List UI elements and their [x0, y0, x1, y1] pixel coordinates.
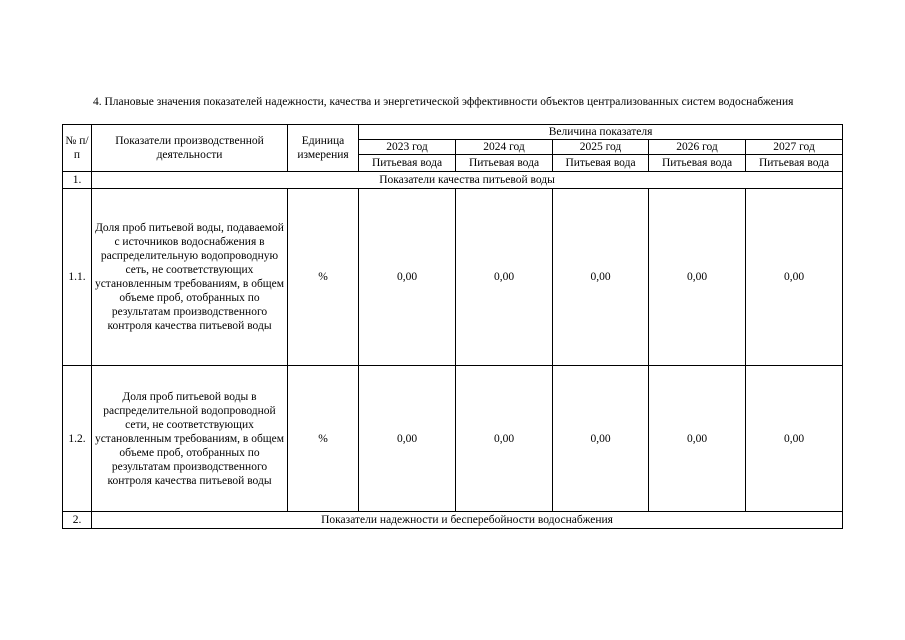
- row-num: 1.2.: [63, 366, 92, 512]
- row-unit: %: [288, 366, 359, 512]
- row-num: 1.1.: [63, 189, 92, 366]
- header-water-type: Питьевая вода: [359, 155, 456, 172]
- row-indicator-name: Доля проб питьевой воды в распределительной водопроводной сети, не соответствующих установленным требованиям, в общем объеме проб, отобранных по результатам производственного контроля качества питьевой воды: [92, 366, 288, 512]
- header-indicator: Показатели производственной деятельности: [92, 125, 288, 172]
- indicators-table: [62, 124, 843, 529]
- section-title: Показатели надежности и бесперебойности водоснабжения: [92, 512, 843, 529]
- header-year: 2025 год: [553, 140, 649, 155]
- row-indicator-name: Доля проб питьевой воды, подаваемой с источников водоснабжения в распределительную водопроводную сеть, не соответствующих установленным требованиям, в общем объеме проб, отобранных по результатам производственного контроля качества питьевой воды: [92, 189, 288, 366]
- row-unit: %: [288, 189, 359, 366]
- row-value: 0,00: [456, 189, 553, 366]
- row-value: 0,00: [553, 189, 649, 366]
- section-row-quality: [63, 172, 843, 189]
- header-year: 2026 год: [649, 140, 746, 155]
- header-year: 2027 год: [746, 140, 843, 155]
- header-year: 2023 год: [359, 140, 456, 155]
- header-water-type: Питьевая вода: [553, 155, 649, 172]
- row-value: 0,00: [746, 366, 843, 512]
- header-water-type: Питьевая вода: [456, 155, 553, 172]
- section-title: Показатели качества питьевой воды: [92, 172, 843, 189]
- row-value: 0,00: [649, 366, 746, 512]
- header-year: 2024 год: [456, 140, 553, 155]
- row-value: 0,00: [456, 366, 553, 512]
- row-value: 0,00: [553, 366, 649, 512]
- header-num: № п/п: [63, 125, 92, 172]
- header-row-1: [63, 125, 843, 140]
- section-row-reliability: [63, 512, 843, 529]
- row-value: 0,00: [649, 189, 746, 366]
- row-value: 0,00: [359, 189, 456, 366]
- section-heading: 4. Плановые значения показателей надежности, качества и энергетической эффективности объектов централизованных систем водоснабжения: [93, 96, 794, 108]
- row-value: 0,00: [746, 189, 843, 366]
- header-water-type: Питьевая вода: [649, 155, 746, 172]
- table-row: [63, 189, 843, 366]
- table-row: [63, 366, 843, 512]
- section-num: 1.: [63, 172, 92, 189]
- header-water-type: Питьевая вода: [746, 155, 843, 172]
- header-unit: Единица измерения: [288, 125, 359, 172]
- row-value: 0,00: [359, 366, 456, 512]
- header-value-group: Величина показателя: [359, 125, 843, 140]
- section-num: 2.: [63, 512, 92, 529]
